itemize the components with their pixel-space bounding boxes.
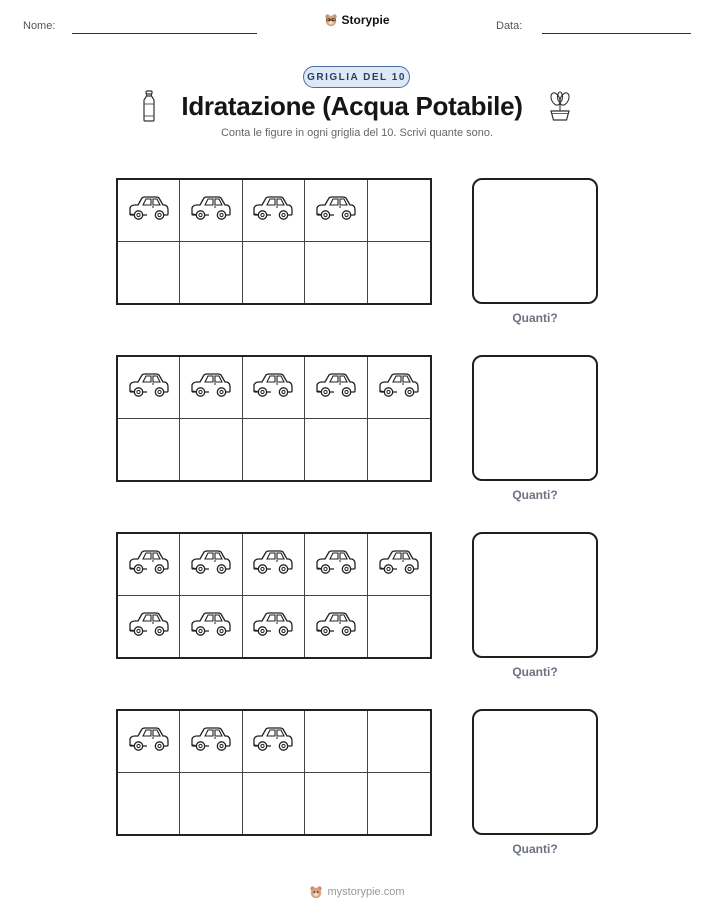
ten-frame xyxy=(116,532,432,659)
car-icon xyxy=(314,609,358,644)
ten-frame-cell xyxy=(180,596,242,658)
car-icon xyxy=(377,547,421,582)
car-icon xyxy=(189,609,233,644)
ten-frame xyxy=(116,355,432,482)
name-label: Nome: xyxy=(23,20,56,32)
answer-box[interactable] xyxy=(472,532,598,658)
ten-frame-cell xyxy=(305,180,367,242)
water-bottle-icon xyxy=(141,90,157,122)
brand-logo xyxy=(0,13,714,27)
footer xyxy=(0,885,714,899)
ten-frame-cell xyxy=(180,242,242,304)
ten-frame-cell xyxy=(180,419,242,481)
ten-frame-cell xyxy=(243,242,305,304)
answer-label: Quanti? xyxy=(512,311,558,325)
car-icon xyxy=(251,370,295,405)
car-icon xyxy=(127,724,171,759)
ten-frame-cell xyxy=(368,711,430,773)
ten-frame-cell xyxy=(118,534,180,596)
worksheet-type-badge: GRIGLIA DEL 10 xyxy=(303,66,410,88)
car-icon xyxy=(251,193,295,228)
ten-frame-cell xyxy=(243,773,305,835)
answer-box[interactable] xyxy=(472,709,598,835)
ten-frame xyxy=(116,178,432,305)
ten-frame-cell xyxy=(118,357,180,419)
ten-frame-cell xyxy=(118,711,180,773)
ten-frame xyxy=(116,709,432,836)
car-icon xyxy=(251,724,295,759)
ten-frame-cell xyxy=(305,419,367,481)
ten-frame-cell xyxy=(118,773,180,835)
car-icon xyxy=(251,609,295,644)
car-icon xyxy=(314,370,358,405)
ten-frame-cell xyxy=(243,419,305,481)
ten-frame-cell xyxy=(368,773,430,835)
ten-frame-cell xyxy=(305,711,367,773)
name-line[interactable] xyxy=(72,33,257,34)
ten-frame-cell xyxy=(180,534,242,596)
car-icon xyxy=(127,547,171,582)
ten-frame-cell xyxy=(180,357,242,419)
answer-box[interactable] xyxy=(472,178,598,304)
ten-frame-cell xyxy=(118,596,180,658)
ten-frame-cell xyxy=(305,773,367,835)
ten-frame-cell xyxy=(118,180,180,242)
ten-frame-cell xyxy=(243,357,305,419)
footer-url[interactable]: mystorypie.com xyxy=(327,886,405,898)
car-icon xyxy=(314,547,358,582)
ten-frame-cell xyxy=(180,180,242,242)
car-icon xyxy=(127,193,171,228)
page-title: Idratazione (Acqua Potabile) xyxy=(181,90,523,121)
ten-frame-cell xyxy=(180,773,242,835)
bear-icon xyxy=(324,13,338,27)
ten-frame-cell xyxy=(305,357,367,419)
answer-label: Quanti? xyxy=(512,665,558,679)
ten-frame-cell xyxy=(243,180,305,242)
car-icon xyxy=(189,724,233,759)
ten-frame-cell xyxy=(368,357,430,419)
answer-box[interactable] xyxy=(472,355,598,481)
brand-name: Storypie xyxy=(341,13,390,27)
car-icon xyxy=(251,547,295,582)
ten-frame-cell xyxy=(118,419,180,481)
ten-frame-cell xyxy=(368,419,430,481)
answer-label: Quanti? xyxy=(512,842,558,856)
plant-icon xyxy=(547,91,573,121)
ten-frame-cell xyxy=(305,242,367,304)
bear-icon xyxy=(309,885,323,899)
ten-frame-cell xyxy=(368,180,430,242)
car-icon xyxy=(314,193,358,228)
ten-frame-cell xyxy=(305,534,367,596)
ten-frame-cell xyxy=(118,242,180,304)
ten-frame-cell xyxy=(243,596,305,658)
answer-label: Quanti? xyxy=(512,488,558,502)
ten-frame-cell xyxy=(368,242,430,304)
ten-frame-cell xyxy=(368,596,430,658)
ten-frame-cell xyxy=(368,534,430,596)
ten-frame-cell xyxy=(243,711,305,773)
date-label: Data: xyxy=(496,20,523,32)
car-icon xyxy=(127,609,171,644)
ten-frame-cell xyxy=(243,534,305,596)
car-icon xyxy=(189,193,233,228)
car-icon xyxy=(127,370,171,405)
car-icon xyxy=(377,370,421,405)
ten-frame-cell xyxy=(305,596,367,658)
car-icon xyxy=(189,370,233,405)
date-line[interactable] xyxy=(542,33,691,34)
car-icon xyxy=(189,547,233,582)
ten-frame-cell xyxy=(180,711,242,773)
instructions: Conta le figure in ogni griglia del 10. Scrivi quante sono. xyxy=(220,127,494,139)
